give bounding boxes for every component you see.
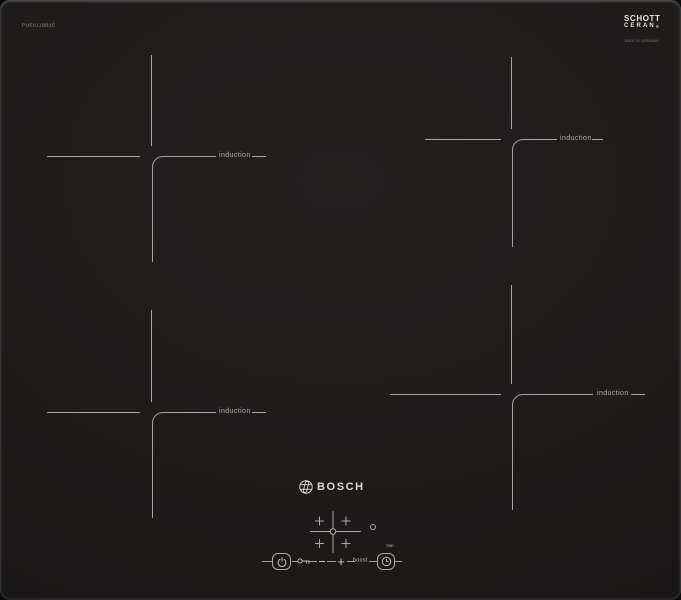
zone-label-dash [592,139,603,140]
zone-label: induction [560,135,592,142]
indicator-dot-icon [370,524,376,530]
power-button[interactable] [272,553,291,570]
bosch-wordmark: BOSCH [317,481,365,493]
zone-cross-left-arm [390,394,501,395]
zone-cross-top-arm [511,285,512,384]
registered-mark: ® [655,24,659,29]
ceran-word: CERAN [624,23,656,29]
zone-cross-left-arm [47,412,140,413]
schott-ceran-logo [624,14,661,43]
zone-cross-corner [152,412,216,518]
bosch-anchor-icon [299,480,313,494]
zone-label: induction [219,152,251,159]
power-icon [277,557,287,567]
zone-label-dash [631,394,645,395]
zone-cross-top-arm [511,57,512,129]
zone-map-icon[interactable] [308,509,362,555]
timer-unit-label: min [386,543,394,548]
timer-button[interactable] [377,553,395,570]
boost-button[interactable]: boost [353,557,368,564]
zone-cross-corner [512,139,557,247]
zone-cross-corner [152,156,216,262]
minus-button[interactable]: − [318,553,326,569]
plus-button[interactable]: + [337,553,345,569]
zone-cross-left-arm [425,139,501,140]
timer-clock-icon [381,556,392,567]
zone-cross-left-arm [47,156,140,157]
strip-line [262,561,272,562]
zone-label: induction [219,408,251,415]
model-number: PUE611BB1E [22,22,56,28]
strip-line [369,561,377,562]
made-in-germany-text: MADE IN GERMANY [624,39,659,43]
zone-cross-top-arm [151,310,152,402]
zone-cross-corner [512,394,593,510]
strip-line [395,561,402,562]
zone-label: induction [597,390,629,397]
zone-label-dash [252,156,266,157]
bosch-logo [299,480,365,494]
schott-brand-text: SCHOTT [624,14,661,23]
zone-label-dash [252,412,266,413]
ceran-product-text [624,23,660,30]
zone-cross-top-arm [151,55,152,146]
